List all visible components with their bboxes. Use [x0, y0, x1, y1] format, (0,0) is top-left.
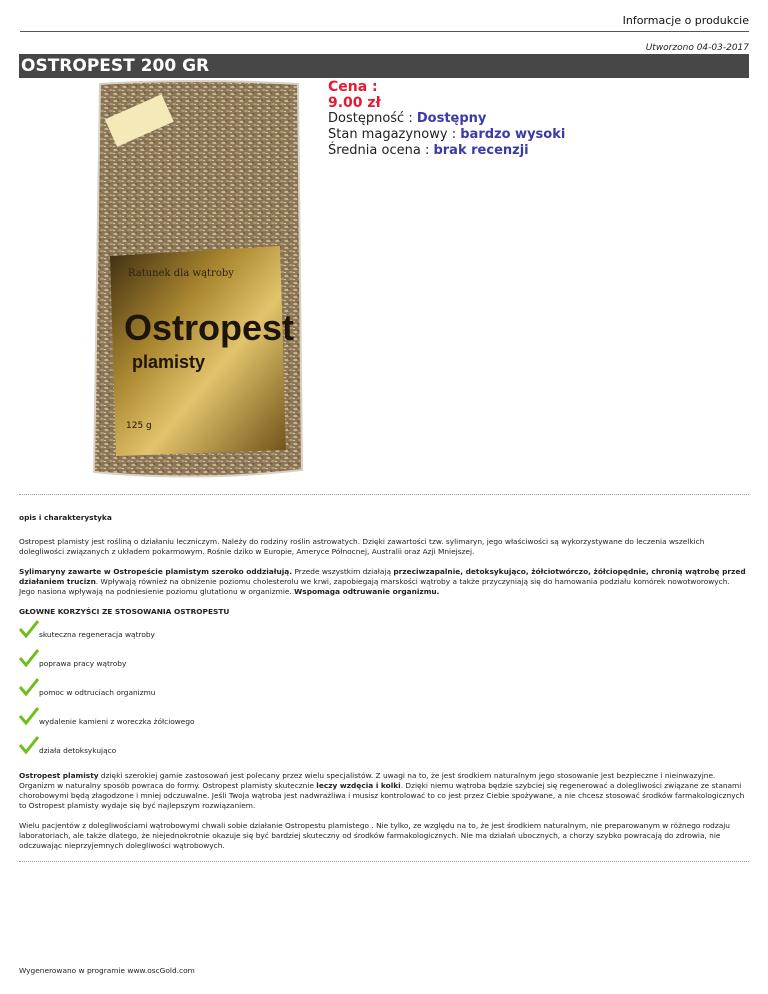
product-image: [86, 78, 308, 486]
list-item: skuteczna regeneracja wątroby: [19, 626, 747, 655]
checkmark-icon: [19, 707, 39, 725]
bag-weight: 125 g: [126, 421, 152, 431]
checkmark-icon: [19, 678, 39, 696]
checkmark-icon: [19, 649, 39, 667]
description-paragraph: Wielu pacjentów z dolegliwościami wątrobowymi chwali sobie działanie Ostropestu plamistego . Nie tylko, ze względu na to, że jest środkiem naturalnym, nie preparowanym w różnego rodzaju laboratoriach, ale także dlatego, że niejednokrotnie okazuje się być bardziej skuteczny od środków farmakologicznych. Nie ma działań ubocznych, a chorzy szybko powracają do zdrowia, nie odczuwając nieprzyjemnych dolegliwości wątrobowych.: [19, 821, 730, 850]
availability-label: Dostępność :: [328, 111, 413, 126]
stock-label: Stan magazynowy :: [328, 127, 457, 142]
bag-small-label: Ratunek dla wątroby: [128, 268, 234, 279]
stock-row: [328, 127, 565, 143]
rating-row: [328, 143, 565, 159]
bag-name: Ostropest: [124, 307, 295, 348]
description-heading: opis i charakterystyka: [19, 513, 112, 522]
description: [19, 513, 747, 861]
benefits-list: [19, 626, 747, 771]
stock-value: bardzo wysoki: [460, 127, 566, 142]
price-label: Cena :: [328, 79, 378, 95]
availability-row: [328, 111, 565, 127]
list-item: działa detoksykująco: [19, 742, 747, 771]
divider: [19, 861, 749, 862]
rating-label: Średnia ocena :: [328, 143, 430, 158]
list-item: wydalenie kamieni z woreczka żółciowego: [19, 713, 747, 742]
list-item: poprawa pracy wątroby: [19, 655, 747, 684]
page-header: Informacje o produkcie: [20, 14, 749, 32]
footer: Wygenerowano w programie www.oscGold.com: [19, 966, 195, 975]
checkmark-icon: [19, 620, 39, 638]
description-paragraph: Ostropest plamisty jest rośliną o działaniu leczniczym. Należy do rodziny roślin astrowatych. Dzięki zawartości tzw. sylimaryn, jego właściwości są wykorzystywane do leczenia wszelkich dolegliwości związanych z układem pokarmowym. Rośnie dziko w Europie, Ameryce Północnej, Australii oraz Azji Mniejszej.: [19, 537, 705, 556]
availability-value: Dostępny: [416, 111, 487, 126]
product-info: [328, 79, 565, 159]
created-date: Utworzono 04-03-2017: [645, 43, 749, 53]
list-item: pomoc w odtruciach organizmu: [19, 684, 747, 713]
description-paragraph: Ostropest plamisty dzięki szerokiej gamie zastosowań jest polecany przez wielu specjalistów. Z uwagi na to, że jest środkiem naturalnym jego stosowanie jest bezpieczne i nieinwazyjne. Organizm w naturalny sposób powraca do formy. Ostropest plamisty skutecznie leczy wzdęcia i kolki. Dzięki niemu wątroba będzie szybciej się regenerować a dolegliwości związane ze stanami chorobowymi będą złagodzone i mniej odczuwalne. Jeśli Twoja wątroba jest nadwrażliwa i musisz kontrolować to co jest przez Ciebie spożywane, a nie chcesz stosować środków farmakologicznych to Ostropest plamisty wydaje się być najlepszym rozwiązaniem.: [19, 771, 745, 810]
divider: [19, 494, 749, 495]
product-title: OSTROPEST 200 GR: [19, 54, 749, 78]
benefits-heading: GŁOWNE KORZYŚCI ZE STOSOWANIA OSTROPESTU: [19, 607, 230, 616]
price-value: 9.00 zł: [328, 95, 381, 111]
rating-value: brak recenzji: [433, 143, 529, 158]
bag-sub: plamisty: [132, 352, 206, 372]
description-paragraph: Sylimaryny zawarte w Ostropeście plamistym szeroko oddziałują. Przede wszystkim działają przeciwzapalnie, detoksykująco, żółciotwórczo, żółciopędnie, chronią wątrobę przed działaniem trucizn. Wpływają również na obniżenie poziomu cholesterolu we krwi, zapobiegają marskości wątroby a także przyczyniają się do hamowania podziału komórek nowotworowych. Jego nasiona wpływają na podniesienie poziomu glutationu w organizmie. Wspomaga odtruwanie organizmu.: [19, 567, 746, 596]
checkmark-icon: [19, 736, 39, 754]
